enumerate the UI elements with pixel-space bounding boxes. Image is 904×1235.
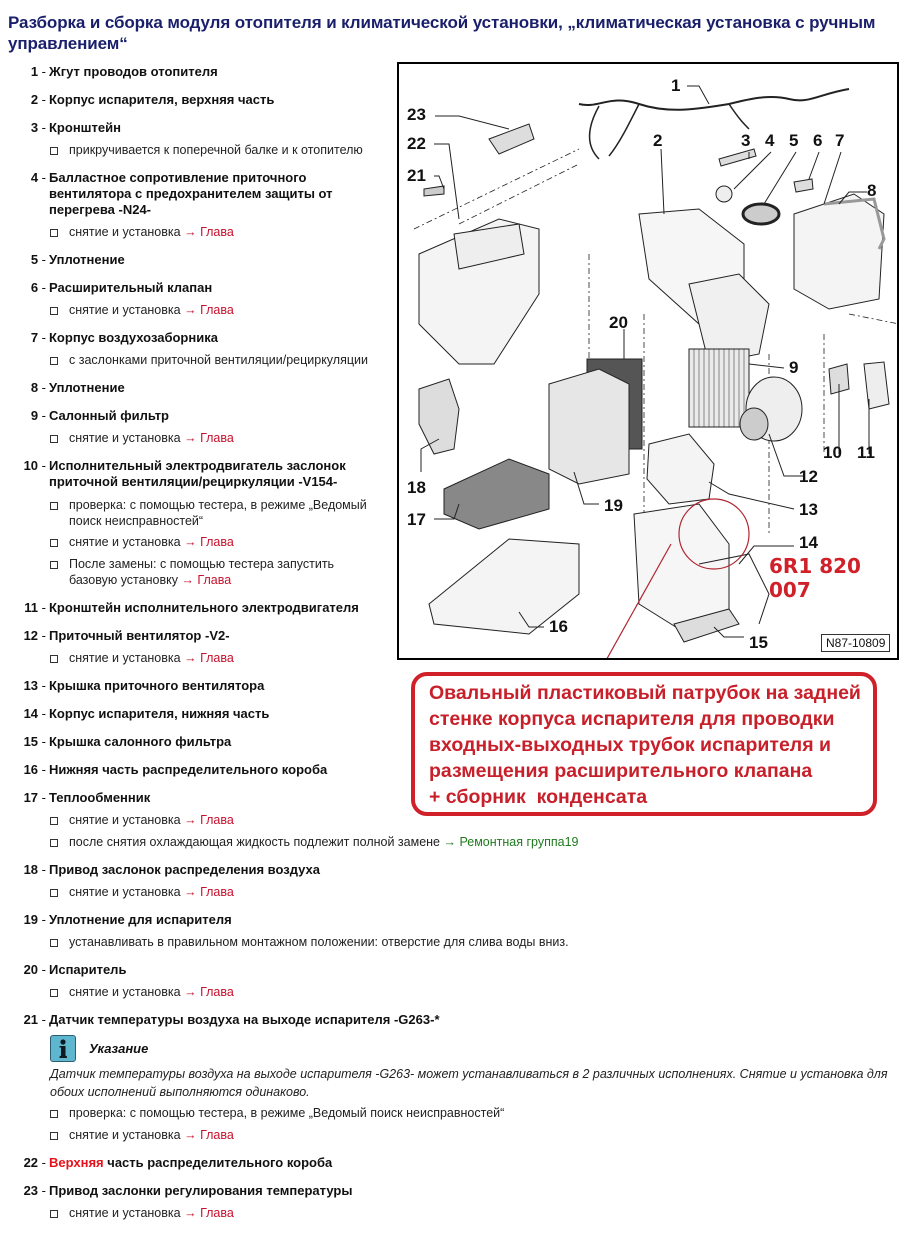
chapter-link[interactable]: → Глава [184,535,234,549]
svg-text:4: 4 [765,131,775,150]
item-number: 20 [23,962,39,977]
svg-text:11: 11 [857,443,875,462]
item-number: 4 [30,170,39,185]
item-number: 1 [30,64,39,79]
item-number: 11 [24,600,39,615]
svg-text:19: 19 [604,496,623,515]
svg-text:9: 9 [789,358,799,377]
item-label: Исполнительный электродвигатель заслонок приточной вентиляции/рециркуляции -V154- [49,458,346,489]
chapter-link[interactable]: → Глава [184,225,234,239]
item-label: Крышка приточного вентилятора [49,678,265,693]
item-number: 10 [23,458,39,473]
item-label: Кронштейн исполнительного электродвигателя [49,600,359,615]
note-body: Датчик температуры воздуха на выходе испарителя -G263- может устанавливаться в 2 различных исполнениях. Снятие и установка для обоих исполнений выполняются одинаково. [50,1067,888,1099]
item-label: Испаритель [49,962,127,977]
item-label: Расширительный клапан [49,280,213,295]
callout-line: + сборник конденсата [429,786,648,808]
info-icon [50,1035,76,1062]
bullet-square-icon [50,1210,58,1218]
item-label: Теплообменник [49,790,151,805]
item-number: 13 [23,678,39,693]
item-number: 15 [23,734,39,749]
item-number: 5 [30,252,39,267]
svg-text:2: 2 [653,131,663,150]
item-label: Салонный фильтр [49,408,169,423]
callout-label: 1 [671,76,681,95]
chapter-link[interactable]: → Глава [184,303,234,317]
bullet-square-icon [50,539,58,547]
svg-text:23: 23 [407,105,426,124]
figure-id-label: N87-10809 [821,634,890,652]
bullet-square-icon [50,655,58,663]
item-label: Датчик температуры воздуха на выходе испарителя -G263-* [49,1012,440,1027]
svg-text:20: 20 [609,313,628,332]
svg-text:21: 21 [407,166,426,185]
item-label: Приточный вентилятор -V2- [49,628,230,643]
svg-text:13: 13 [799,500,818,519]
item-label: Привод заслонок распределения воздуха [49,862,320,877]
item-number: 18 [23,862,39,877]
item-label: Привод заслонки регулирования температуры [49,1183,353,1198]
exploded-view-diagram [397,62,899,660]
chapter-link[interactable]: → Глава [184,651,234,665]
item-number: 17 [23,790,39,805]
bullet-square-icon [50,817,58,825]
item-number: 7 [30,330,39,345]
bullet-square-icon [50,435,58,443]
annotation-callout-box [411,672,877,816]
chapter-link[interactable]: → Глава [181,573,232,587]
callout-line: размещения расширительного клапана [429,760,813,782]
svg-text:12: 12 [799,467,818,486]
bullet-square-icon [50,561,58,569]
item-number: 8 [30,380,39,395]
repair-group-link[interactable]: → Ремонтная группа19 [443,835,579,849]
svg-text:10: 10 [823,443,842,462]
item-number: 22 [23,1155,39,1170]
item-number: 3 [30,120,39,135]
item-number: 2 [30,92,39,107]
bullet-square-icon [50,357,58,365]
bullet-square-icon [50,307,58,315]
item-label: Кронштейн [49,120,121,135]
svg-text:6: 6 [813,131,823,150]
item-number: 6 [30,280,39,295]
bullet-square-icon [50,839,58,847]
callout-line: Овальный пластиковый патрубок на задней [429,682,861,704]
item-label: часть распределительного короба [107,1155,333,1170]
bullet-square-icon [50,1132,58,1140]
item-label: Корпус испарителя, верхняя часть [49,92,275,107]
item-label: Уплотнение [49,252,125,267]
callout-line: входных-выходных трубок испарителя и [429,734,831,756]
item-label: Уплотнение для испарителя [49,912,232,927]
bullet-square-icon [50,147,58,155]
item-label: Балластное сопротивление приточного вентилятора с предохранителем защиты от перегрева -N24- [49,170,333,217]
item-number: 16 [23,762,39,777]
highlighted-word: Верхняя [49,1155,104,1170]
svg-text:15: 15 [749,633,768,652]
bullet-square-icon [50,229,58,237]
item-number: 9 [30,408,39,423]
item-label: Нижняя часть распределительного короба [49,762,328,777]
svg-text:17: 17 [407,510,426,529]
chapter-link[interactable]: → Глава [184,985,234,999]
item-label: Корпус воздухозаборника [49,330,218,345]
chapter-link[interactable]: → Глава [184,431,234,445]
callout-line: стенке корпуса испарителя для проводки [429,708,835,730]
svg-text:18: 18 [407,478,426,497]
chapter-link[interactable]: → Глава [184,813,234,827]
svg-text:22: 22 [407,134,426,153]
part-number-label: 6R1 820 007 [769,554,861,602]
chapter-link[interactable]: → Глава [184,1128,234,1142]
note-title: Указание [89,1041,149,1056]
svg-text:14: 14 [799,533,818,552]
bullet-square-icon [50,989,58,997]
item-label: Жгут проводов отопителя [49,64,218,79]
item-number: 12 [23,628,39,643]
item-number: 23 [23,1183,39,1198]
svg-text:7: 7 [835,131,845,150]
item-label: Крышка салонного фильтра [49,734,232,749]
bullet-square-icon [50,939,58,947]
bullet-square-icon [50,1110,58,1118]
svg-text:16: 16 [549,617,568,636]
bullet-square-icon [50,889,58,897]
svg-text:8: 8 [867,181,877,200]
item-number: 14 [23,706,39,721]
item-number: 21 [23,1012,39,1027]
svg-text:3: 3 [741,131,751,150]
item-label: Уплотнение [49,380,125,395]
page-title: Разборка и сборка модуля отопителя и климатической установки, „климатическая установка с ручным управлением“ [8,13,876,53]
chapter-link[interactable]: → Глава [184,885,234,899]
item-number: 19 [23,912,39,927]
item-label: Корпус испарителя, нижняя часть [49,706,270,721]
chapter-link[interactable]: → Глава [184,1206,234,1220]
bullet-square-icon [50,502,58,510]
svg-text:5: 5 [789,131,799,150]
